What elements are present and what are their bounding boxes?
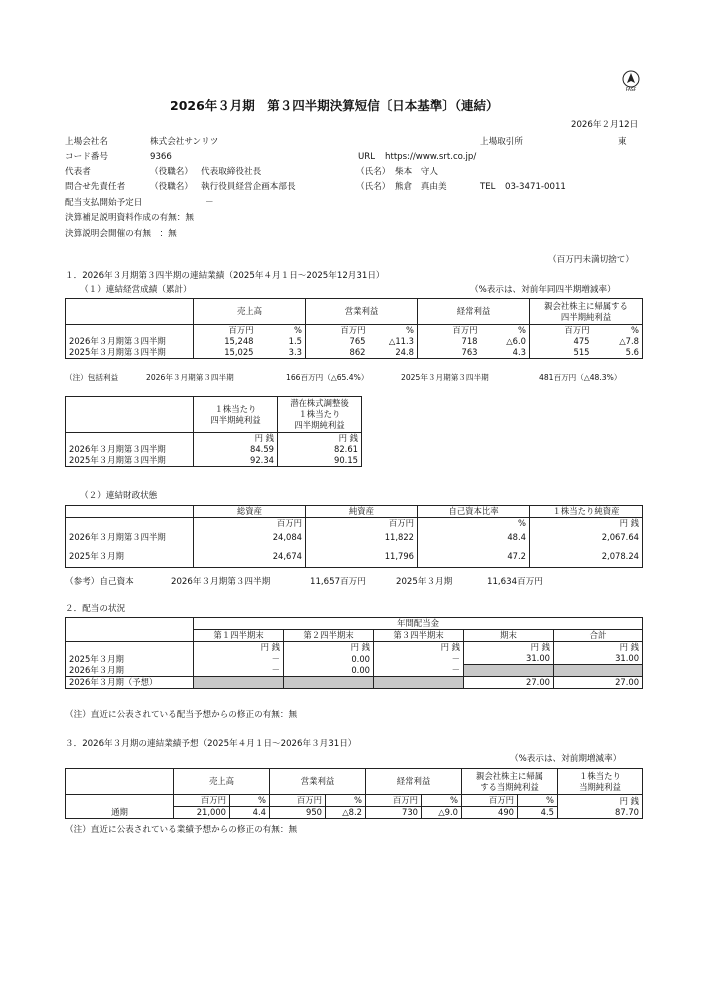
hdr-total-assets: 総資産: [194, 506, 306, 518]
ci-period-1: 2026年３月期第３四半期: [146, 373, 234, 382]
ref-period-1: 2026年３月期第３四半期: [171, 577, 271, 587]
report-date: 2026年２月12日: [571, 120, 639, 130]
sec3-pct-note: （%表示は、対前期増減率）: [510, 754, 622, 764]
unit-note: （百万円未満切捨て）: [548, 255, 634, 265]
contact-title: 執行役員経営企画本部長: [201, 182, 296, 192]
contact-title-label: （役職名）: [150, 182, 193, 192]
eps-table: １株当たり 四半期純利益 潜在株式調整後 １株当たり 四半期純利益 円 銭 円 銭 2026年３月期第３四半期 84.59 82.61 2025年３月期第３四半期 92.34 90.15: [65, 396, 362, 467]
hdr-equity-ratio: 自己資本比率: [418, 506, 530, 518]
logo-text: FASF: [625, 88, 637, 92]
table-row: 通期 21,000 4.4 950 △8.2 730 △9.0 490 4.5 87.70: [66, 807, 643, 819]
hdr-annual-dividend: 年間配当金: [194, 618, 643, 630]
forecast-note: （注）直近に公表されている業績予想からの修正の有無：無: [65, 825, 298, 835]
sec1-sub2: （２）連結財政状態: [80, 491, 158, 501]
ci-value-1: 166百万円（△65.4%）: [286, 373, 369, 382]
sec1-sub1: （１）連結経営成績（累計）: [80, 285, 192, 295]
code-label: コード番号: [65, 152, 108, 162]
results-table: 売上高 営業利益 経常利益 親会社株主に帰属する 四半期純利益 百万円 % 百万円 % 百万円 % 百万円 % 2026年３月期第３四半期 15,248 1.5 765 △11.3 718 △6.0 475 △7.8 2025年３月期第３四半期 15,025 3.3 862 24.8 763 4.3 515 5.6: [65, 298, 643, 359]
company-name-label: 上場会社名: [65, 137, 108, 147]
code: 9366: [150, 152, 172, 162]
contact-name-label: （氏名）: [356, 182, 391, 192]
ref-period-2: 2025年３月期: [396, 577, 453, 587]
sec2-heading: ２．配当の状況: [65, 604, 126, 614]
dividend-start-value: －: [205, 198, 214, 208]
hdr-sales: 売上高: [194, 299, 306, 325]
hdr-eps: １株当たり 四半期純利益: [194, 397, 278, 433]
url-label: URL: [358, 152, 376, 162]
table-row: 2026年３月期（予想） 27.00 27.00: [66, 677, 643, 689]
rep-label: 代表者: [65, 167, 91, 177]
financial-position-table: 総資産 純資産 自己資本比率 １株当たり純資産 百万円 百万円 % 円 銭 2026年３月期第３四半期 24,084 11,822 48.4 2,067.64 2025年３月期 24,674 11,796 47.2 2,078.24: [65, 505, 643, 568]
exchange-label: 上場取引所: [480, 137, 523, 147]
rep-title-label: （役職名）: [150, 167, 193, 177]
company-name: 株式会社サンリツ: [150, 137, 219, 147]
contact-label: 問合せ先責任者: [65, 182, 126, 192]
comprehensive-income-label: （注）包括利益: [65, 373, 119, 382]
table-row: 2026年３月期第３四半期 15,248 1.5 765 △11.3 718 △6.0 475 △7.8: [66, 336, 643, 347]
hdr-net-income: 親会社株主に帰属する 四半期純利益: [530, 299, 643, 325]
sec1-pct-note: （%表示は、対前年同四半期増減率）: [470, 285, 616, 295]
contact-name: 熊倉 真由美: [395, 182, 447, 192]
hdr-diluted-eps: 潜在株式調整後 １株当たり 四半期純利益: [278, 397, 362, 433]
table-row: 2025年３月期 24,674 11,796 47.2 2,078.24: [66, 545, 643, 567]
ref-equity-label: （参考）自己資本: [65, 577, 134, 587]
dividend-table: 年間配当金 第１四半期末 第２四半期末 第３四半期末 期末 合計 円 銭 円 銭 円 銭 円 銭 円 銭 2025年３月期 － 0.00 － 31.00 31.00 2026年３月期 － 0.00 － 2026年３月期（予想） 27.00 27.00: [65, 617, 643, 689]
table-row: 2025年３月期第３四半期 15,025 3.3 862 24.8 763 4.3 515 5.6: [66, 347, 643, 359]
table-row: 2026年３月期 － 0.00 －: [66, 665, 643, 677]
hdr-ord-income: 経常利益: [418, 299, 530, 325]
briefing-meeting: 決算説明会開催の有無 ：無: [65, 229, 177, 239]
supp-material: 決算補足説明資料作成の有無：無: [65, 213, 194, 223]
tel-label: TEL: [480, 182, 496, 192]
table-row: 2025年３月期 － 0.00 － 31.00 31.00: [66, 653, 643, 665]
table-row: 2025年３月期第３四半期 92.34 90.15: [66, 455, 362, 467]
sec1-heading: １．2026年３月期第３四半期の連結業績（2025年４月１日～2025年12月31日）: [65, 271, 385, 281]
rep-title: 代表取締役社長: [201, 167, 262, 177]
ci-value-2: 481百万円（△48.3%）: [539, 373, 622, 382]
hdr-op-income: 営業利益: [306, 299, 418, 325]
sec3-heading: ３．2026年３月期の連結業績予想（2025年４月１日～2026年３月31日）: [65, 739, 357, 749]
dividend-start-label: 配当支払開始予定日: [65, 198, 143, 208]
url-link[interactable]: https://www.srt.co.jp/: [385, 152, 477, 162]
hdr-bps: １株当たり純資産: [530, 506, 643, 518]
forecast-table: 売上高 営業利益 経常利益 親会社株主に帰属 する当期純利益 １株当たり 当期純利益 百万円 % 百万円 % 百万円 % 百万円 % 円 銭 通期 21,000 4.4 950 △8.2 730 △9.0 490 4.5 87.70: [65, 768, 643, 819]
tel: 03-3471-0011: [505, 182, 566, 192]
ref-value-2: 11,634百万円: [487, 577, 543, 587]
table-row: 2026年３月期第３四半期 84.59 82.61: [66, 444, 362, 455]
table-row: 2026年３月期第３四半期 24,084 11,822 48.4 2,067.64: [66, 529, 643, 545]
hdr-net-assets: 純資産: [306, 506, 418, 518]
dividend-note: （注）直近に公表されている配当予想からの修正の有無：無: [65, 710, 298, 720]
page-title: 2026年３月期 第３四半期決算短信〔日本基準〕（連結）: [170, 98, 499, 113]
rep-name: 柴本 守人: [395, 167, 438, 177]
fasf-logo: [620, 70, 642, 92]
ref-value-1: 11,657百万円: [310, 577, 366, 587]
ci-period-2: 2025年３月期第３四半期: [401, 373, 489, 382]
exchange: 東: [618, 137, 627, 147]
rep-name-label: （氏名）: [356, 167, 391, 177]
